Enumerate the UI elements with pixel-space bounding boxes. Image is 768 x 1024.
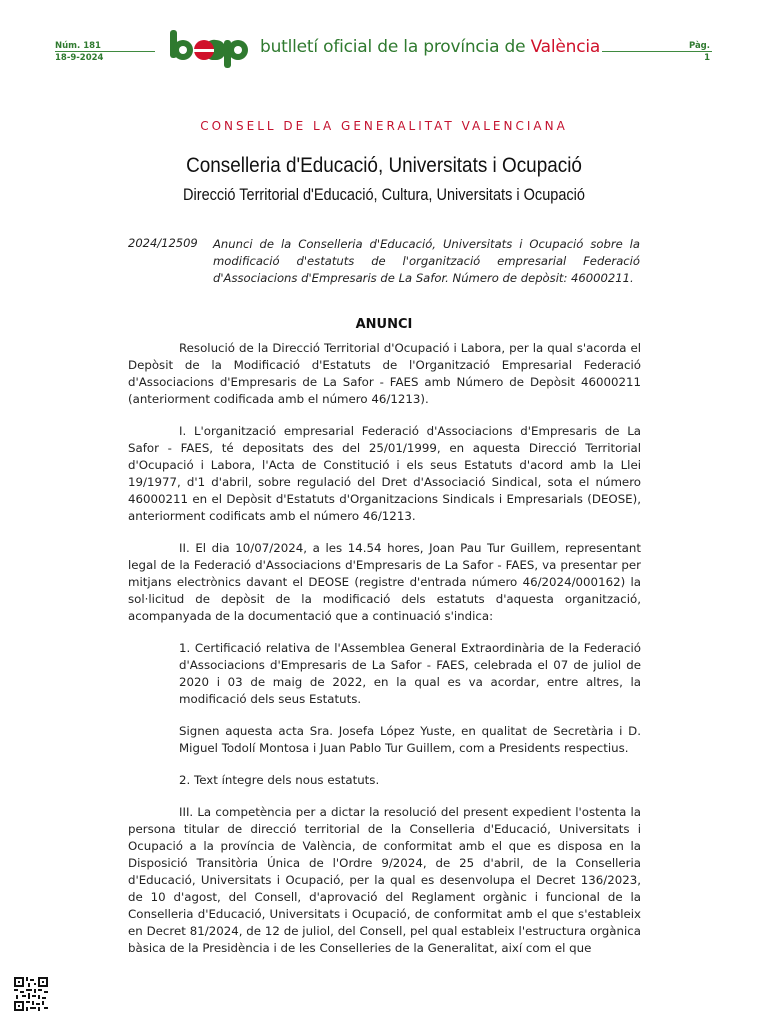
paragraph: Resolució de la Direcció Territorial d'Ocupació i Labora, per la qual s'acorda el Depòsit de la Modificació d'Estatuts de l'Organització Empresarial Federació d'Associacions d'Empresaris de La Safor - FAES amb Número de Depòsit 46000211 (anteriorment codificada amb el número 46/1213).	[128, 341, 641, 406]
page-label: Pàg.	[688, 41, 710, 51]
announcement-reference: 2024/12509	[128, 236, 198, 250]
qr-code-icon	[14, 977, 48, 1011]
paragraph: II. El dia 10/07/2024, a les 14.54 hores, Joan Pau Tur Guillem, representant legal de la Federació d'Associacions d'Empresaris de La Safor - FAES, va presentar per mitjans electrònics davant el DEOSE (registre d'entrada número 46/2024/000162) la sol·licitud de depòsit de la modificació dels estatuts d'aquesta organització, acompanyada de la documentació que a continuació s'indica:	[128, 541, 641, 623]
anunci-title: ANUNCI	[355, 317, 413, 332]
list-paragraph: 2. Text íntegre dels nous estatuts.	[179, 773, 380, 787]
document-body	[128, 340, 641, 972]
issue-date: 18-9-2024	[55, 53, 104, 63]
paragraph: I. L'organització empresarial Federació d'Associacions d'Empresaris de La Safor - FAES, té depositats des del 25/01/1999, en aquesta Direcció Territorial d'Ocupació i Labora, l'Acta de Constitució i els seus Estatuts d'acord amb la Llei 19/1977, d'1 d'abril, sobre regulació del Dret d'Associació Sindical, sota el número 46000211 en el Depòsit d'Estatuts d'Organitzacions Sindicals i Empresarials (DEOSE), anteriorment codificats amb el número 46/1213.	[128, 424, 641, 523]
bop-logo	[168, 28, 252, 70]
announcement-summary: Anunci de la Conselleria d'Educació, Universitats i Ocupació sobre la modificació d'estatuts de l'organització empresarial Federació d'Associacions d'Empresaris de La Safor. Número de depòsit: 46000211.	[213, 237, 640, 285]
bulletin-name-main: butlletí oficial de la província de	[260, 37, 531, 57]
list-paragraph: 1. Certificació relativa de l'Assemblea General Extraordinària de la Federació d'Associacions d'Empresaris de La Safor - FAES, celebrada el 07 de juliol de 2020 i 03 de maig de 2022, en la qual es va acordar, entre altres, la modificació dels seus Estatuts.	[179, 641, 641, 706]
bulletin-name	[260, 37, 600, 57]
bulletin-name-accent: València	[530, 37, 601, 57]
directorate-heading: Direcció Territorial d'Educació, Cultura, Universitats i Ocupació	[183, 186, 585, 204]
list-paragraph: Signen aquesta acta Sra. Josefa López Yuste, en qualitat de Secretària i D. Miguel Todolí Montosa i Juan Pablo Tur Guillem, com a Presidents respectius.	[179, 724, 641, 755]
section-title: CONSELL DE LA GENERALITAT VALENCIANA	[200, 119, 568, 133]
paragraph: III. La competència per a dictar la resolució del present expedient l'ostenta la persona titular de direcció territorial de la Conselleria d'Educació, Universitats i Ocupació a la província de València, de conformitat amb el que es disposa en la Disposició Transitòria Única de l'Ordre 9/2024, de 25 d'abril, de la Conselleria d'Educació, Universitats i Ocupació, per la qual es desenvolupa el Decret 136/2023, de 10 d'agost, del Consell, d'aprovació del Reglament orgànic i funcional de la Conselleria d'Educació, Universitats i Ocupació, de conformitat amb el que s'estableix en Decret 81/2024, de 12 de juliol, del Consell, pel qual estableix l'estructura orgànica bàsica de la Presidència i de les Conselleries de la Generalitat, així com el que	[128, 805, 641, 955]
page-info	[689, 40, 710, 64]
page-number: 1	[704, 53, 710, 63]
issue-number: Núm. 181	[55, 41, 101, 51]
ministry-heading: Conselleria d'Educació, Universitats i Ocupació	[186, 153, 582, 177]
issue-info	[55, 40, 103, 64]
header-rule-left	[55, 51, 155, 52]
